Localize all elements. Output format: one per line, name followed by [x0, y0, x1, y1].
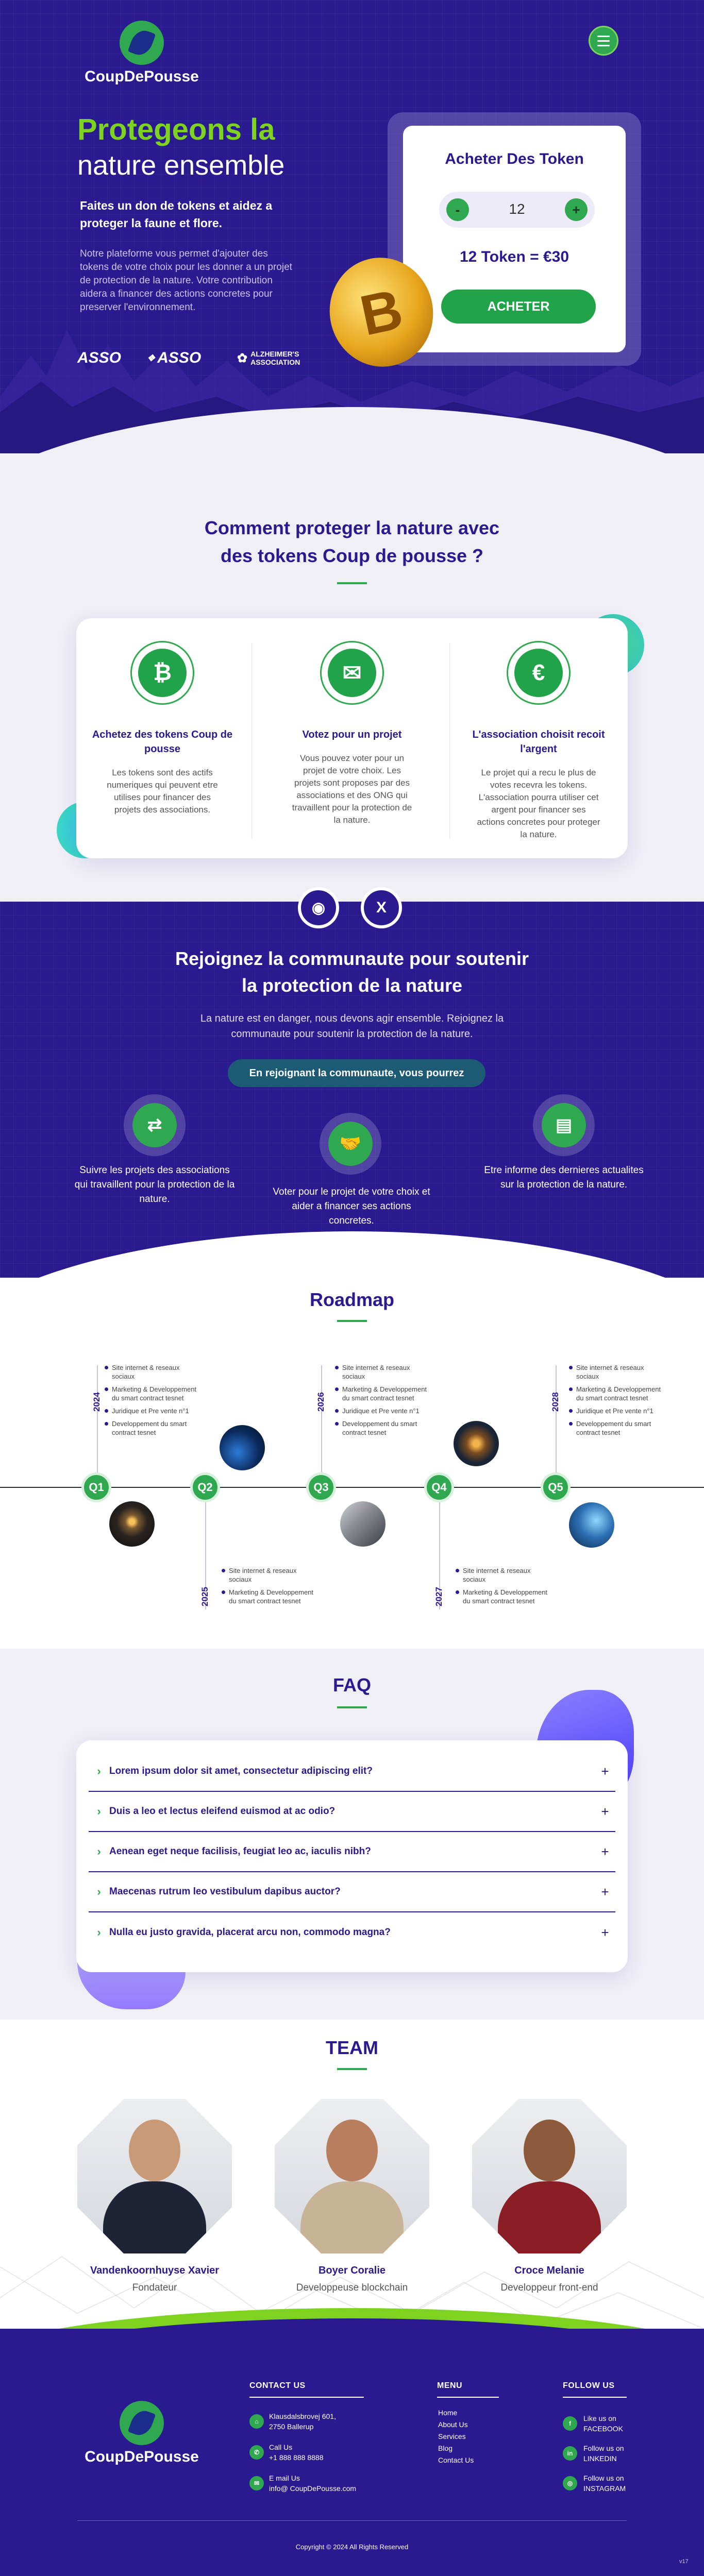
year-label: 2024 — [92, 1392, 102, 1412]
bitcoin-icon: ₿ — [130, 641, 194, 705]
faq-item[interactable] — [89, 1752, 615, 1792]
roadmap-photo-coin — [454, 1421, 499, 1466]
email-icon: ✉ — [249, 2476, 264, 2490]
step-card — [275, 641, 429, 826]
milestone-item: Developpement du smart contract tesnet — [335, 1419, 433, 1437]
milestone-list — [105, 1363, 203, 1441]
copyright: Copyright © 2024 All Rights Reserved — [295, 2543, 409, 2551]
plus-icon[interactable]: + — [601, 1884, 609, 1900]
footer-brand-name: CoupDePousse — [85, 2448, 199, 2465]
roadmap-photo-tech — [569, 1502, 614, 1548]
milestone-list — [335, 1363, 433, 1441]
euro-coin-icon: € — [507, 641, 571, 705]
divider — [449, 643, 450, 839]
footer-divider — [249, 2397, 364, 2398]
faq-question[interactable]: Aenean eget neque facilisis, feugiat leo ac, iaculis nibh? — [109, 1846, 371, 1857]
year-label: 2025 — [200, 1587, 210, 1606]
instagram-icon[interactable]: ◎ — [563, 2476, 577, 2490]
milestone-item: Developpement du smart contract tesnet — [105, 1419, 203, 1437]
footer-menu — [438, 2407, 474, 2466]
milestone-item: Site internet & reseaux sociaux — [456, 1566, 554, 1584]
hero-lead: Faites un don de tokens et aidez a proteger la faune et flore. — [80, 199, 273, 230]
milestone-item: Juridique et Pre vente n°1 — [105, 1406, 203, 1415]
footer-link-services[interactable]: Services — [438, 2432, 466, 2441]
faq-question[interactable]: Maecenas rutrum leo vestibulum dapibus auctor? — [109, 1886, 341, 1897]
quarter-marker-q1[interactable]: Q1 — [81, 1472, 111, 1502]
partner-heart-icon: ❖ — [147, 352, 156, 363]
hero-title-line2: nature ensemble — [77, 150, 285, 181]
community-title-line1: Rejoignez la communaute pour soutenir — [175, 948, 529, 969]
faq-question[interactable]: Duis a leo et lectus eleifend euismod at ac odio? — [109, 1806, 336, 1817]
title-underline — [337, 2068, 367, 2070]
footer-email[interactable]: E mail Us info@ CoupDePousse.com — [269, 2474, 357, 2493]
team-member-role: Fondateur — [132, 2282, 177, 2293]
facebook-icon[interactable]: f — [563, 2416, 577, 2431]
faq-item[interactable] — [89, 1912, 615, 1953]
title-underline — [337, 1320, 367, 1322]
quarter-marker-q4[interactable]: Q4 — [424, 1472, 454, 1502]
sprout-icon — [120, 2401, 164, 2445]
quarter-marker-q5[interactable]: Q5 — [541, 1472, 571, 1502]
hero-section — [0, 0, 704, 453]
how-title-line2: des tokens Coup de pousse ? — [220, 545, 484, 566]
news-icon: ▤ — [533, 1094, 595, 1156]
location-icon: ⌂ — [249, 2414, 264, 2429]
milestone-item: Marketing & Developpement du smart contract tesnet — [335, 1385, 433, 1402]
phone-icon: ✆ — [249, 2445, 264, 2460]
benefit-text: Suivre les projets des associations qui travaillent pour la protection de la nature. — [74, 1165, 235, 1205]
footer-link-contact[interactable]: Contact Us — [438, 2456, 474, 2464]
footer-instagram-link[interactable]: Follow us on INSTAGRAM — [583, 2474, 626, 2493]
version-label: v17 — [679, 2558, 689, 2565]
footer-menu-title: MENU — [437, 2381, 463, 2390]
how-title-line1: Comment proteger la nature avec — [204, 517, 500, 538]
milestone-list — [222, 1566, 320, 1609]
milestone-item: Marketing & Developpement du smart contract tesnet — [222, 1588, 320, 1605]
buy-button[interactable]: ACHETER — [441, 290, 596, 324]
footer-linkedin-link[interactable]: Follow us on LINKEDIN — [583, 2444, 624, 2463]
footer-divider — [563, 2397, 627, 2398]
milestone-item: Marketing & Developpement du smart contract tesnet — [456, 1588, 554, 1605]
chevron-right-icon: › — [97, 1765, 101, 1777]
x-icon[interactable]: X — [361, 887, 402, 928]
quarter-marker-q2[interactable]: Q2 — [190, 1472, 220, 1502]
plus-icon[interactable]: + — [601, 1843, 609, 1859]
buy-total: 12 Token = €30 — [459, 248, 569, 265]
milestone-item: Marketing & Developpement du smart contract tesnet — [105, 1385, 203, 1402]
team-photo — [77, 2099, 232, 2253]
milestone-item: Developpement du smart contract tesnet — [569, 1419, 667, 1437]
title-underline — [337, 582, 367, 584]
footer-follow-title: FOLLOW US — [563, 2381, 615, 2390]
buy-title: Acheter Des Token — [445, 150, 584, 167]
linkedin-icon[interactable]: in — [563, 2446, 577, 2461]
chevron-right-icon: › — [97, 1805, 101, 1818]
step-text: Vous pouvez voter pour un projet de votre choix. Les projets sont proposes par des associations et des ONG qui travaillent pour la protection de la nature. — [292, 753, 412, 825]
quantity-value[interactable]: 12 — [509, 201, 525, 217]
milestone-list — [456, 1566, 554, 1609]
footer-link-blog[interactable]: Blog — [438, 2444, 453, 2452]
swap-arrows-icon: ⇄ — [124, 1094, 186, 1156]
step-title: L'association choisit recoit l'argent — [472, 729, 605, 755]
benefit-text: Voter pour le projet de votre choix et aider a financer ses actions concretes. — [273, 1187, 430, 1226]
footer-address: Klausdalsbrovej 601, 2750 Ballerup — [269, 2412, 336, 2431]
community-paragraph-line2: communaute pour soutenir la protection de la nature. — [231, 1028, 473, 1040]
faq-item[interactable] — [89, 1792, 615, 1832]
step-card — [85, 641, 240, 816]
plus-icon[interactable]: + — [601, 1803, 609, 1819]
step-text: Le projet qui a recu le plus de votes recevra les tokens. L'association pourra utiliser cet argent pour financer ses actions concretes pour proteger la nature. — [477, 768, 600, 839]
discord-icon[interactable]: ◉ — [298, 887, 339, 928]
quarter-marker-q3[interactable]: Q3 — [306, 1472, 336, 1502]
team-member-name: Boyer Coralie — [318, 2265, 386, 2276]
bitcoin-coin-icon: B — [320, 248, 443, 377]
milestone-item: Juridique et Pre vente n°1 — [569, 1406, 667, 1415]
quantity-plus-button[interactable]: + — [565, 198, 588, 221]
milestone-item: Site internet & reseaux sociaux — [569, 1363, 667, 1381]
faq-question[interactable]: Lorem ipsum dolor sit amet, consectetur adipiscing elit? — [109, 1766, 373, 1776]
quantity-stepper[interactable] — [439, 192, 595, 228]
partner-purple-icon: ✿ — [237, 351, 248, 365]
hero-title-line1: Protegeons la — [77, 113, 275, 146]
footer-contact-title: CONTACT US — [249, 2381, 306, 2390]
handshake-icon: 🤝 — [320, 1113, 381, 1175]
team-title: TEAM — [326, 2037, 378, 2058]
faq-title: FAQ — [332, 1674, 371, 1696]
milestone-list — [569, 1363, 667, 1441]
chevron-right-icon: › — [97, 1885, 101, 1898]
roadmap-photo-hands — [340, 1501, 385, 1547]
chevron-right-icon: › — [97, 1845, 101, 1858]
hero-description: Notre plateforme vous permet d'ajouter des tokens de votre choix pour les donner a un projet de protection de la nature. Votre contribution aidera a financer des actions concretes pour preserver l'environnement. — [80, 248, 292, 313]
roadmap-title: Roadmap — [309, 1289, 395, 1310]
step-card — [461, 641, 616, 841]
benefit-text: Etre informe des dernieres actualites sur la protection de la nature. — [484, 1165, 644, 1190]
faq-item[interactable] — [89, 1872, 615, 1912]
community-title-line2: la protection de la nature — [241, 975, 463, 996]
brand-logo[interactable] — [77, 21, 206, 86]
quantity-minus-button[interactable]: - — [446, 198, 469, 221]
partner-logo-3: ✿ ALZHEIMER'S ASSOCIATION — [237, 350, 300, 366]
footer-phone[interactable]: Call Us +1 888 888 8888 — [269, 2443, 324, 2462]
team-photo — [275, 2099, 429, 2253]
faq-question[interactable]: Nulla eu justo gravida, placerat arcu non, commodo magna? — [109, 1927, 391, 1938]
partner-logo-1: ASSO — [77, 349, 122, 366]
footer-bottom-divider — [77, 2520, 627, 2521]
chevron-right-icon: › — [97, 1926, 101, 1939]
footer-link-home[interactable]: Home — [438, 2409, 458, 2417]
team-photo — [472, 2099, 627, 2253]
team-member-name: Croce Melanie — [514, 2265, 584, 2276]
partner-logo-2: ❖ ASSO — [147, 349, 202, 366]
community-pill: En rejoignant la communaute, vous pourrez — [228, 1059, 485, 1087]
year-label: 2027 — [434, 1587, 444, 1606]
roadmap-photo-blockchain — [220, 1425, 265, 1470]
year-label: 2026 — [316, 1392, 326, 1412]
team-member-role: Developpeur front-end — [500, 2282, 598, 2293]
team-member-name: Vandenkoornhuyse Xavier — [90, 2265, 220, 2276]
brand-name: CoupDePousse — [85, 68, 199, 85]
milestone-item: Site internet & reseaux sociaux — [222, 1566, 320, 1584]
plus-icon[interactable]: + — [601, 1924, 609, 1940]
step-title: Achetez des tokens Coup de pousse — [92, 729, 233, 755]
milestone-item: Site internet & reseaux sociaux — [335, 1363, 433, 1381]
milestone-item: Juridique et Pre vente n°1 — [335, 1406, 433, 1415]
sprout-icon — [120, 21, 164, 65]
roadmap-photo-eye — [109, 1501, 155, 1547]
faq-item[interactable] — [89, 1832, 615, 1872]
footer-link-about[interactable]: About Us — [438, 2420, 468, 2429]
footer-divider — [437, 2397, 499, 2398]
step-text: Les tokens sont des actifs numeriques qui peuvent etre utilises pour financer des projets des associations. — [107, 768, 218, 815]
year-label: 2028 — [550, 1392, 560, 1412]
title-underline — [337, 1706, 367, 1708]
plus-icon[interactable]: + — [601, 1763, 609, 1779]
footer-logo[interactable] — [77, 2401, 206, 2466]
milestone-item: Marketing & Developpement du smart contract tesnet — [569, 1385, 667, 1402]
menu-toggle-button[interactable] — [589, 26, 618, 56]
team-member-role: Developpeuse blockchain — [296, 2282, 408, 2293]
step-title: Votez pour un projet — [302, 729, 402, 740]
milestone-item: Site internet & reseaux sociaux — [105, 1363, 203, 1381]
vote-box-icon: ✉ — [320, 641, 384, 705]
community-paragraph-line1: La nature est en danger, nous devons agir ensemble. Rejoignez la — [200, 1013, 504, 1024]
footer-facebook-link[interactable]: Like us on FACEBOOK — [583, 2414, 624, 2433]
